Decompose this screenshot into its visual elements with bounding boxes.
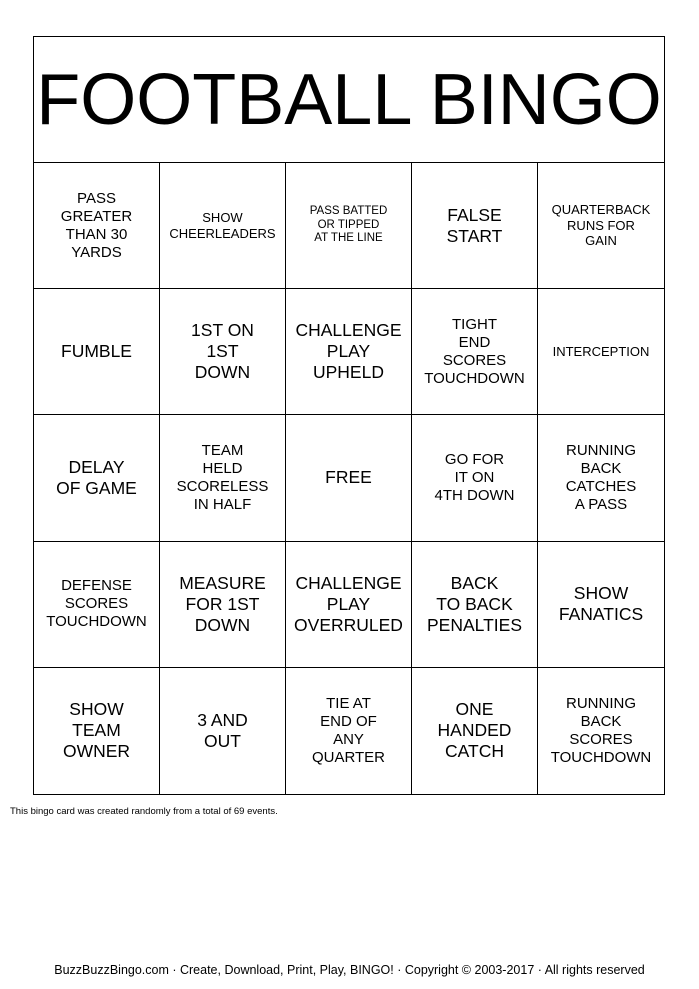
bingo-cell xyxy=(412,542,538,668)
cell-label: PASS BATTED OR TIPPED AT THE LINE xyxy=(309,204,388,245)
bingo-cell xyxy=(34,289,160,415)
bingo-cell xyxy=(160,415,286,541)
cell-label: BACK TO BACK PENALTIES xyxy=(427,572,522,635)
cell-label: CHALLENGE PLAY OVERRULED xyxy=(294,572,403,635)
cell-label: INTERCEPTION xyxy=(552,343,650,359)
bingo-cell xyxy=(538,668,664,794)
bingo-cell xyxy=(538,542,664,668)
bingo-cell xyxy=(286,289,412,415)
bingo-cell xyxy=(286,668,412,794)
bingo-cell xyxy=(286,415,412,541)
cell-label: 1ST ON 1ST DOWN xyxy=(191,320,254,383)
cell-label: DELAY OF GAME xyxy=(56,456,137,498)
card-title: FOOTBALL BINGO xyxy=(36,59,662,140)
bingo-cell xyxy=(160,289,286,415)
cell-label: TIGHT END SCORES TOUCHDOWN xyxy=(424,315,525,387)
cell-label: SHOW FANATICS xyxy=(558,583,644,625)
bingo-cell xyxy=(412,163,538,289)
bingo-cell xyxy=(538,289,664,415)
cell-label: QUARTERBACK RUNS FOR GAIN xyxy=(551,202,651,249)
bingo-cell xyxy=(538,163,664,289)
cell-label: TIE AT END OF ANY QUARTER xyxy=(311,694,386,766)
cell-label: ONE HANDED CATCH xyxy=(437,699,512,762)
cell-label: 3 AND OUT xyxy=(197,709,248,751)
cell-label: PASS GREATER THAN 30 YARDS xyxy=(60,189,133,261)
card-footnote: This bingo card was created randomly from a total of 69 events. xyxy=(10,806,278,817)
bingo-cell xyxy=(412,415,538,541)
cell-label: FALSE START xyxy=(446,204,503,246)
bingo-cell xyxy=(34,542,160,668)
cell-label: TEAM HELD SCORELESS IN HALF xyxy=(176,441,269,513)
cell-label: RUNNING BACK SCORES TOUCHDOWN xyxy=(550,694,652,766)
cell-label: DEFENSE SCORES TOUCHDOWN xyxy=(46,577,147,631)
bingo-cell xyxy=(160,668,286,794)
bingo-grid xyxy=(34,163,664,794)
bingo-cell xyxy=(160,542,286,668)
cell-label: FUMBLE xyxy=(61,341,132,362)
cell-label: RUNNING BACK CATCHES A PASS xyxy=(565,441,637,513)
title-row xyxy=(34,37,664,163)
cell-label: SHOW CHEERLEADERS xyxy=(169,210,276,241)
bingo-cell xyxy=(286,542,412,668)
bingo-cell xyxy=(34,163,160,289)
bingo-cell xyxy=(160,163,286,289)
cell-label: SHOW TEAM OWNER xyxy=(62,699,131,762)
cell-label: GO FOR IT ON 4TH DOWN xyxy=(434,450,515,504)
bingo-cell xyxy=(286,163,412,289)
bingo-cell xyxy=(538,415,664,541)
bingo-cell xyxy=(412,668,538,794)
cell-label: CHALLENGE PLAY UPHELD xyxy=(295,320,402,383)
bingo-card xyxy=(33,36,665,795)
page-footer: BuzzBuzzBingo.com · Create, Download, Print, Play, BINGO! · Copyright © 2003-2017 · All rights reserved xyxy=(54,963,645,977)
bingo-cell xyxy=(34,415,160,541)
cell-label: FREE xyxy=(325,467,372,488)
bingo-cell xyxy=(34,668,160,794)
bingo-cell xyxy=(412,289,538,415)
cell-label: MEASURE FOR 1ST DOWN xyxy=(179,572,266,635)
